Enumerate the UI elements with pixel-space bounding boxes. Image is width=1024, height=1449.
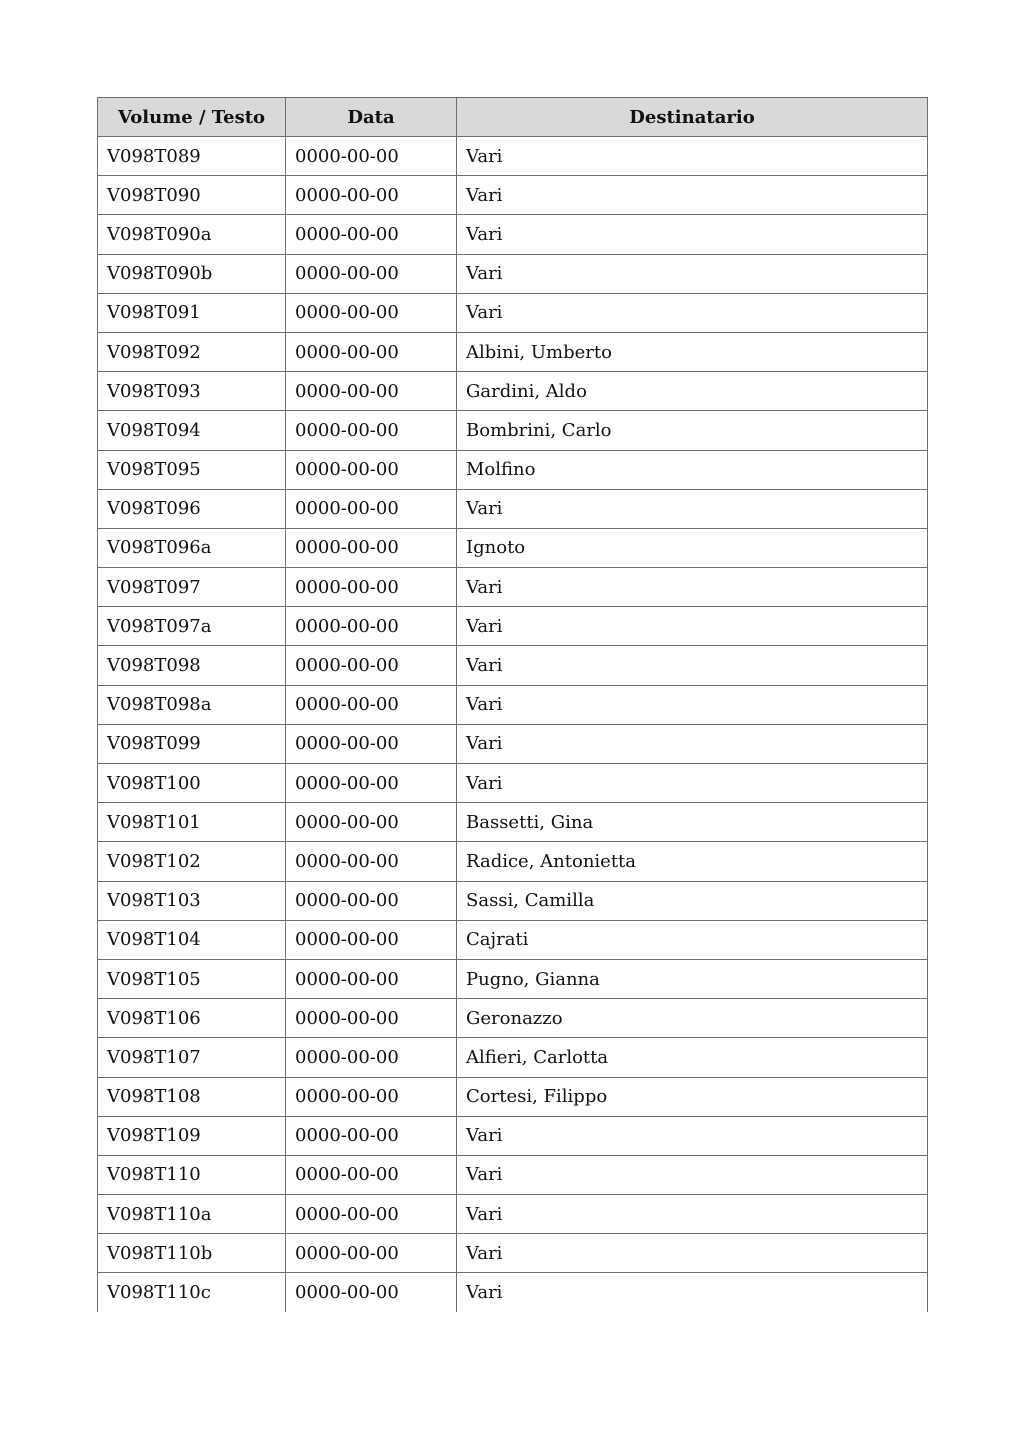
table-row	[98, 607, 928, 646]
cell-volume-testo: V098T109	[98, 1116, 286, 1155]
table-row	[98, 1273, 928, 1312]
cell-volume-testo: V098T110c	[98, 1273, 286, 1312]
table-row	[98, 764, 928, 803]
cell-volume-testo: V098T104	[98, 920, 286, 959]
cell-destinatario: Vari	[457, 646, 928, 685]
table-row	[98, 1195, 928, 1234]
table-row	[98, 803, 928, 842]
cell-volume-testo: V098T089	[98, 137, 286, 176]
cell-destinatario: Vari	[457, 1234, 928, 1273]
cell-data: 0000-00-00	[286, 215, 457, 254]
cell-destinatario: Vari	[457, 254, 928, 293]
cell-data: 0000-00-00	[286, 724, 457, 763]
cell-volume-testo: V098T102	[98, 842, 286, 881]
cell-destinatario: Vari	[457, 607, 928, 646]
cell-data: 0000-00-00	[286, 1077, 457, 1116]
cell-data: 0000-00-00	[286, 607, 457, 646]
cell-data: 0000-00-00	[286, 372, 457, 411]
table-row	[98, 137, 928, 176]
table-body	[98, 137, 928, 1313]
table-row	[98, 959, 928, 998]
cell-data: 0000-00-00	[286, 881, 457, 920]
cell-destinatario: Radice, Antonietta	[457, 842, 928, 881]
cell-volume-testo: V098T108	[98, 1077, 286, 1116]
cell-volume-testo: V098T098	[98, 646, 286, 685]
cell-destinatario: Cajrati	[457, 920, 928, 959]
cell-destinatario: Gardini, Aldo	[457, 372, 928, 411]
cell-destinatario: Vari	[457, 1116, 928, 1155]
table-row	[98, 176, 928, 215]
table-row	[98, 411, 928, 450]
table-row	[98, 842, 928, 881]
cell-destinatario: Pugno, Gianna	[457, 959, 928, 998]
table-row	[98, 1038, 928, 1077]
cell-destinatario: Cortesi, Filippo	[457, 1077, 928, 1116]
table-row	[98, 920, 928, 959]
cell-data: 0000-00-00	[286, 1116, 457, 1155]
cell-data: 0000-00-00	[286, 764, 457, 803]
cell-volume-testo: V098T090a	[98, 215, 286, 254]
cell-destinatario: Alfieri, Carlotta	[457, 1038, 928, 1077]
cell-volume-testo: V098T098a	[98, 685, 286, 724]
table-row	[98, 489, 928, 528]
cell-volume-testo: V098T097	[98, 568, 286, 607]
table-row	[98, 685, 928, 724]
cell-destinatario: Molfino	[457, 450, 928, 489]
cell-volume-testo: V098T090b	[98, 254, 286, 293]
table-row	[98, 215, 928, 254]
cell-volume-testo: V098T095	[98, 450, 286, 489]
table-header	[98, 98, 928, 137]
cell-volume-testo: V098T093	[98, 372, 286, 411]
cell-volume-testo: V098T094	[98, 411, 286, 450]
cell-volume-testo: V098T090	[98, 176, 286, 215]
cell-volume-testo: V098T110a	[98, 1195, 286, 1234]
cell-data: 0000-00-00	[286, 920, 457, 959]
cell-data: 0000-00-00	[286, 803, 457, 842]
table-row	[98, 999, 928, 1038]
cell-volume-testo: V098T096	[98, 489, 286, 528]
cell-volume-testo: V098T100	[98, 764, 286, 803]
cell-data: 0000-00-00	[286, 1234, 457, 1273]
cell-volume-testo: V098T092	[98, 332, 286, 371]
cell-destinatario: Sassi, Camilla	[457, 881, 928, 920]
cell-destinatario: Geronazzo	[457, 999, 928, 1038]
cell-destinatario: Vari	[457, 215, 928, 254]
cell-destinatario: Vari	[457, 1155, 928, 1194]
header-destinatario: Destinatario	[457, 98, 928, 137]
cell-volume-testo: V098T106	[98, 999, 286, 1038]
cell-destinatario: Vari	[457, 724, 928, 763]
table-row	[98, 1077, 928, 1116]
cell-destinatario: Vari	[457, 764, 928, 803]
cell-data: 0000-00-00	[286, 293, 457, 332]
table-row	[98, 568, 928, 607]
cell-volume-testo: V098T101	[98, 803, 286, 842]
cell-volume-testo: V098T105	[98, 959, 286, 998]
table-row	[98, 724, 928, 763]
cell-volume-testo: V098T097a	[98, 607, 286, 646]
cell-destinatario: Vari	[457, 1273, 928, 1312]
table-row	[98, 881, 928, 920]
cell-destinatario: Bombrini, Carlo	[457, 411, 928, 450]
cell-data: 0000-00-00	[286, 1195, 457, 1234]
cell-destinatario: Vari	[457, 1195, 928, 1234]
cell-volume-testo: V098T110b	[98, 1234, 286, 1273]
cell-volume-testo: V098T096a	[98, 528, 286, 567]
letters-table	[97, 97, 928, 1312]
cell-data: 0000-00-00	[286, 137, 457, 176]
header-volume-testo: Volume / Testo	[98, 98, 286, 137]
table-row	[98, 646, 928, 685]
table-row	[98, 293, 928, 332]
cell-data: 0000-00-00	[286, 176, 457, 215]
table-row	[98, 254, 928, 293]
cell-destinatario: Vari	[457, 568, 928, 607]
cell-volume-testo: V098T099	[98, 724, 286, 763]
cell-destinatario: Albini, Umberto	[457, 332, 928, 371]
cell-destinatario: Ignoto	[457, 528, 928, 567]
cell-data: 0000-00-00	[286, 959, 457, 998]
cell-data: 0000-00-00	[286, 332, 457, 371]
cell-data: 0000-00-00	[286, 685, 457, 724]
table-row	[98, 332, 928, 371]
table-row	[98, 1155, 928, 1194]
cell-destinatario: Bassetti, Gina	[457, 803, 928, 842]
cell-data: 0000-00-00	[286, 411, 457, 450]
header-row	[98, 98, 928, 137]
cell-destinatario: Vari	[457, 489, 928, 528]
cell-data: 0000-00-00	[286, 528, 457, 567]
table-row	[98, 1234, 928, 1273]
cell-data: 0000-00-00	[286, 450, 457, 489]
cell-destinatario: Vari	[457, 176, 928, 215]
cell-data: 0000-00-00	[286, 1038, 457, 1077]
cell-volume-testo: V098T110	[98, 1155, 286, 1194]
cell-data: 0000-00-00	[286, 568, 457, 607]
cell-data: 0000-00-00	[286, 1273, 457, 1312]
cell-destinatario: Vari	[457, 685, 928, 724]
cell-data: 0000-00-00	[286, 489, 457, 528]
header-data: Data	[286, 98, 457, 137]
table-row	[98, 528, 928, 567]
cell-volume-testo: V098T091	[98, 293, 286, 332]
cell-data: 0000-00-00	[286, 999, 457, 1038]
table-row	[98, 1116, 928, 1155]
cell-destinatario: Vari	[457, 137, 928, 176]
table-row	[98, 450, 928, 489]
cell-volume-testo: V098T107	[98, 1038, 286, 1077]
cell-data: 0000-00-00	[286, 842, 457, 881]
table-row	[98, 372, 928, 411]
cell-data: 0000-00-00	[286, 646, 457, 685]
cell-data: 0000-00-00	[286, 254, 457, 293]
cell-data: 0000-00-00	[286, 1155, 457, 1194]
cell-volume-testo: V098T103	[98, 881, 286, 920]
cell-destinatario: Vari	[457, 293, 928, 332]
